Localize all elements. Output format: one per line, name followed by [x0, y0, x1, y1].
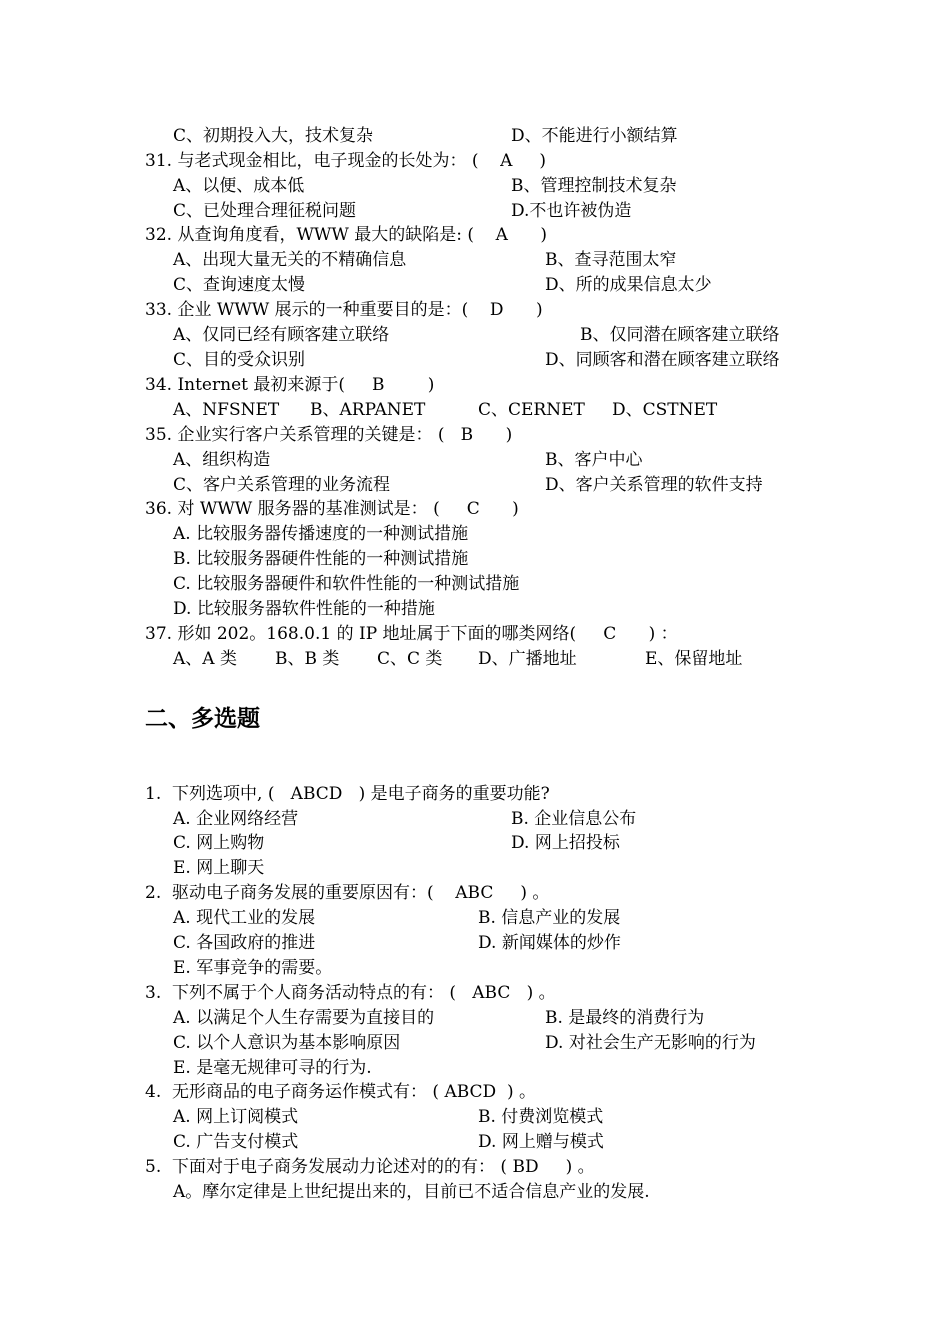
option-text: A. 现代工业的发展: [173, 908, 316, 928]
line-text: 5. 下面对于电子商务发展动力论述对的的有： ( BD ) 。: [145, 1157, 595, 1177]
option-text: D. 网上赠与模式: [478, 1132, 604, 1152]
option-text: C、C 类: [377, 649, 443, 669]
line-text: D. 比较服务器软件性能的一种措施: [173, 599, 435, 619]
option-text: C. 各国政府的推进: [173, 933, 316, 953]
option-text: C. 网上购物: [173, 833, 265, 853]
line-text: C. 比较服务器硬件和软件性能的一种测试措施: [173, 574, 520, 594]
section-heading: 二、多选题: [145, 706, 260, 732]
option-text: A. 企业网络经营: [173, 809, 299, 829]
line-text: 33. 企业 WWW 展示的一种重要目的是：( D ): [145, 300, 543, 320]
option-text: A. 以满足个人生存需要为直接目的: [173, 1008, 435, 1028]
option-text: C、查询速度太慢: [173, 275, 306, 295]
line-text: 2. 驱动电子商务发展的重要原因有：( ABC ) 。: [145, 883, 550, 903]
option-text: B. 信息产业的发展: [478, 908, 621, 928]
option-text: D、客户关系管理的软件支持: [545, 475, 763, 495]
option-text: C、目的受众识别: [173, 350, 306, 370]
option-text: C. 广告支付模式: [173, 1132, 299, 1152]
option-text: C、初期投入大，技术复杂: [173, 126, 374, 146]
option-text: D、不能进行小额结算: [511, 126, 678, 146]
line-text: 1. 下列选项中, ( ABCD ) 是电子商务的重要功能?: [145, 784, 550, 804]
option-text: C、CERNET: [478, 400, 585, 420]
option-text: B. 是最终的消费行为: [545, 1008, 705, 1028]
line-text: 35. 企业实行客户关系管理的关键是： ( B ): [145, 425, 513, 445]
option-text: D. 新闻媒体的炒作: [478, 933, 621, 953]
line-text: 32. 从查询角度看，WWW 最大的缺陷是: ( A ): [145, 225, 547, 245]
line-text: 4. 无形商品的电子商务运作模式有： ( ABCD ) 。: [145, 1082, 537, 1102]
line-text: 36. 对 WWW 服务器的基准测试是： ( C ): [145, 499, 519, 519]
option-text: E、保留地址: [645, 649, 743, 669]
option-text: D. 对社会生产无影响的行为: [545, 1033, 756, 1053]
option-text: A、仅同已经有顾客建立联络: [173, 325, 390, 345]
option-text: A、出现大量无关的不精确信息: [173, 250, 407, 270]
option-text: D、CSTNET: [612, 400, 718, 420]
option-text: B、查寻范围太窄: [545, 250, 677, 270]
option-text: A、以便、成本低: [173, 176, 305, 196]
line-text: 37. 形如 202。168.0.1 的 IP 地址属于下面的哪类网络( C ) ：: [145, 624, 678, 644]
option-text: C. 以个人意识为基本影响原因: [173, 1033, 401, 1053]
option-text: A. 网上订阅模式: [173, 1107, 299, 1127]
line-text: E. 是毫无规律可寻的行为.: [173, 1058, 372, 1078]
option-text: B、B 类: [275, 649, 340, 669]
option-text: D、同顾客和潜在顾客建立联络: [545, 350, 780, 370]
option-text: C、客户关系管理的业务流程: [173, 475, 391, 495]
line-text: E. 网上聊天: [173, 858, 265, 878]
line-text: 31. 与老式现金相比，电子现金的长处为： ( A ): [145, 151, 547, 171]
line-text: B. 比较服务器硬件性能的一种测试措施: [173, 549, 469, 569]
option-text: D、广播地址: [478, 649, 577, 669]
line-text: A。摩尔定律是上世纪提出来的，目前已不适合信息产业的发展.: [173, 1182, 650, 1202]
option-text: A、A 类: [173, 649, 237, 669]
line-text: A. 比较服务器传播速度的一种测试措施: [173, 524, 469, 544]
line-text: E. 军事竞争的需要。: [173, 958, 333, 978]
line-text: 3. 下列不属于个人商务活动特点的有： ( ABC ) 。: [145, 983, 556, 1003]
option-text: B、客户中心: [545, 450, 643, 470]
option-text: C、已处理合理征税问题: [173, 201, 357, 221]
option-text: A、NFSNET: [173, 400, 280, 420]
option-text: A、组织构造: [173, 450, 271, 470]
option-text: D.不也许被伪造: [511, 201, 632, 221]
option-text: B. 付费浏览模式: [478, 1107, 604, 1127]
option-text: D. 网上招投标: [511, 833, 620, 853]
line-text: 34. Internet 最初来源于( B ): [145, 375, 435, 395]
option-text: B. 企业信息公布: [511, 809, 637, 829]
option-text: B、ARPANET: [310, 400, 426, 420]
option-text: D、所的成果信息太少: [545, 275, 712, 295]
option-text: B、管理控制技术复杂: [511, 176, 677, 196]
option-text: B、仅同潜在顾客建立联络: [580, 325, 780, 345]
